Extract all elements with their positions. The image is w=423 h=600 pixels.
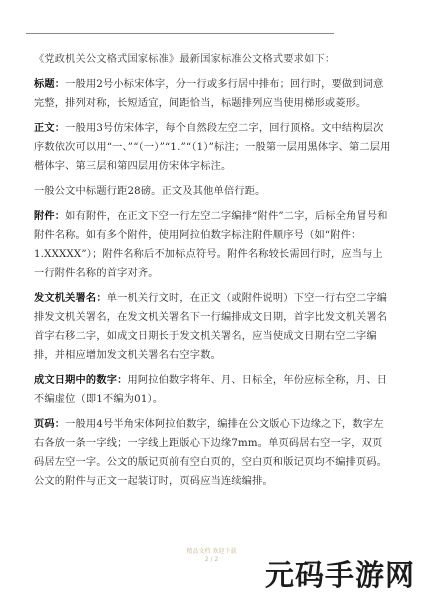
section-title-format [34, 75, 392, 113]
document-intro: 《党政机关公文格式国家标准》最新国家标准公文格式要求如下： [34, 54, 336, 65]
section-label: 发文机关署名： [34, 293, 107, 304]
section-date-digits [34, 371, 392, 409]
section-text: 如有附件，在正文下空一行左空二字编排“附件”二字，后标全角冒号和附件名称。如有多个附件，使用阿拉伯数字标注附件顺序号（如“附件：1.XXXXX”）；附件名称后不加标点符号。附件名称较长需回行时，应当与上一行附件名称的首字对齐。 [34, 211, 388, 279]
footer-page-number: 2 / 2 [204, 556, 219, 563]
document-body [34, 50, 392, 491]
section-text: 一般用3号仿宋体字，每个自然段左空二字，回行顶格。文中结构层次序数依次可以用“一、”“（一）”“1.”“（1）”标注；一般第一层用黑体字、第二层用楷体字、第三层和第四层用仿宋体字标注。 [34, 123, 391, 172]
section-body-format [34, 119, 392, 176]
section-label: 页码： [34, 419, 66, 430]
footer-line-1: 精品文档 欢迎下载 [186, 548, 237, 555]
section-text: 一般用4号半角宋体阿拉伯数字，编排在公文版心下边缘之下，数字左右各放一条一字线；一字线上距版心下边缘7mm。单页码居右空一字，双页码居左空一字。公文的版记页前有空白页的，空白页和版记页均不编排页码。公文的附件与正文一起装订时，页码应当连续编排。 [34, 419, 388, 487]
section-label: 标题： [34, 79, 66, 90]
section-label: 成文日期中的数字： [34, 375, 128, 386]
section-label: 附件： [34, 211, 66, 222]
header-rule [26, 33, 334, 34]
section-text: 单一机关行文时，在正文（或附件说明）下空一行右空二字编排发文机关署名，在发文机关署名下一行编排成文日期，首字比发文机关署名首字右移二字，如成文日期长于发文机关署名，应当使成文日期右空二字编排，并相应增加发文机关署名右空字数。 [34, 293, 388, 361]
section-text: 用阿拉伯数字将年、月、日标全，年份应标全称，月、日不编虚位（即1不编为01）。 [34, 375, 388, 405]
section-page-numbers [34, 415, 392, 491]
section-issuer-signature [34, 289, 392, 365]
site-watermark: 元码手游网 [264, 558, 415, 592]
section-label: 正文： [34, 123, 66, 134]
section-text: 一般公文中标题行距28磅。正文及其他单倍行距。 [34, 186, 266, 197]
section-line-spacing [34, 182, 392, 201]
section-attachments [34, 207, 392, 283]
section-text: 一般用2号小标宋体字，分一行或多行居中排布；回行时，要做到词意完整，排列对称，长短适宜，间距恰当，标题排列应当使用梯形或菱形。 [34, 79, 384, 109]
